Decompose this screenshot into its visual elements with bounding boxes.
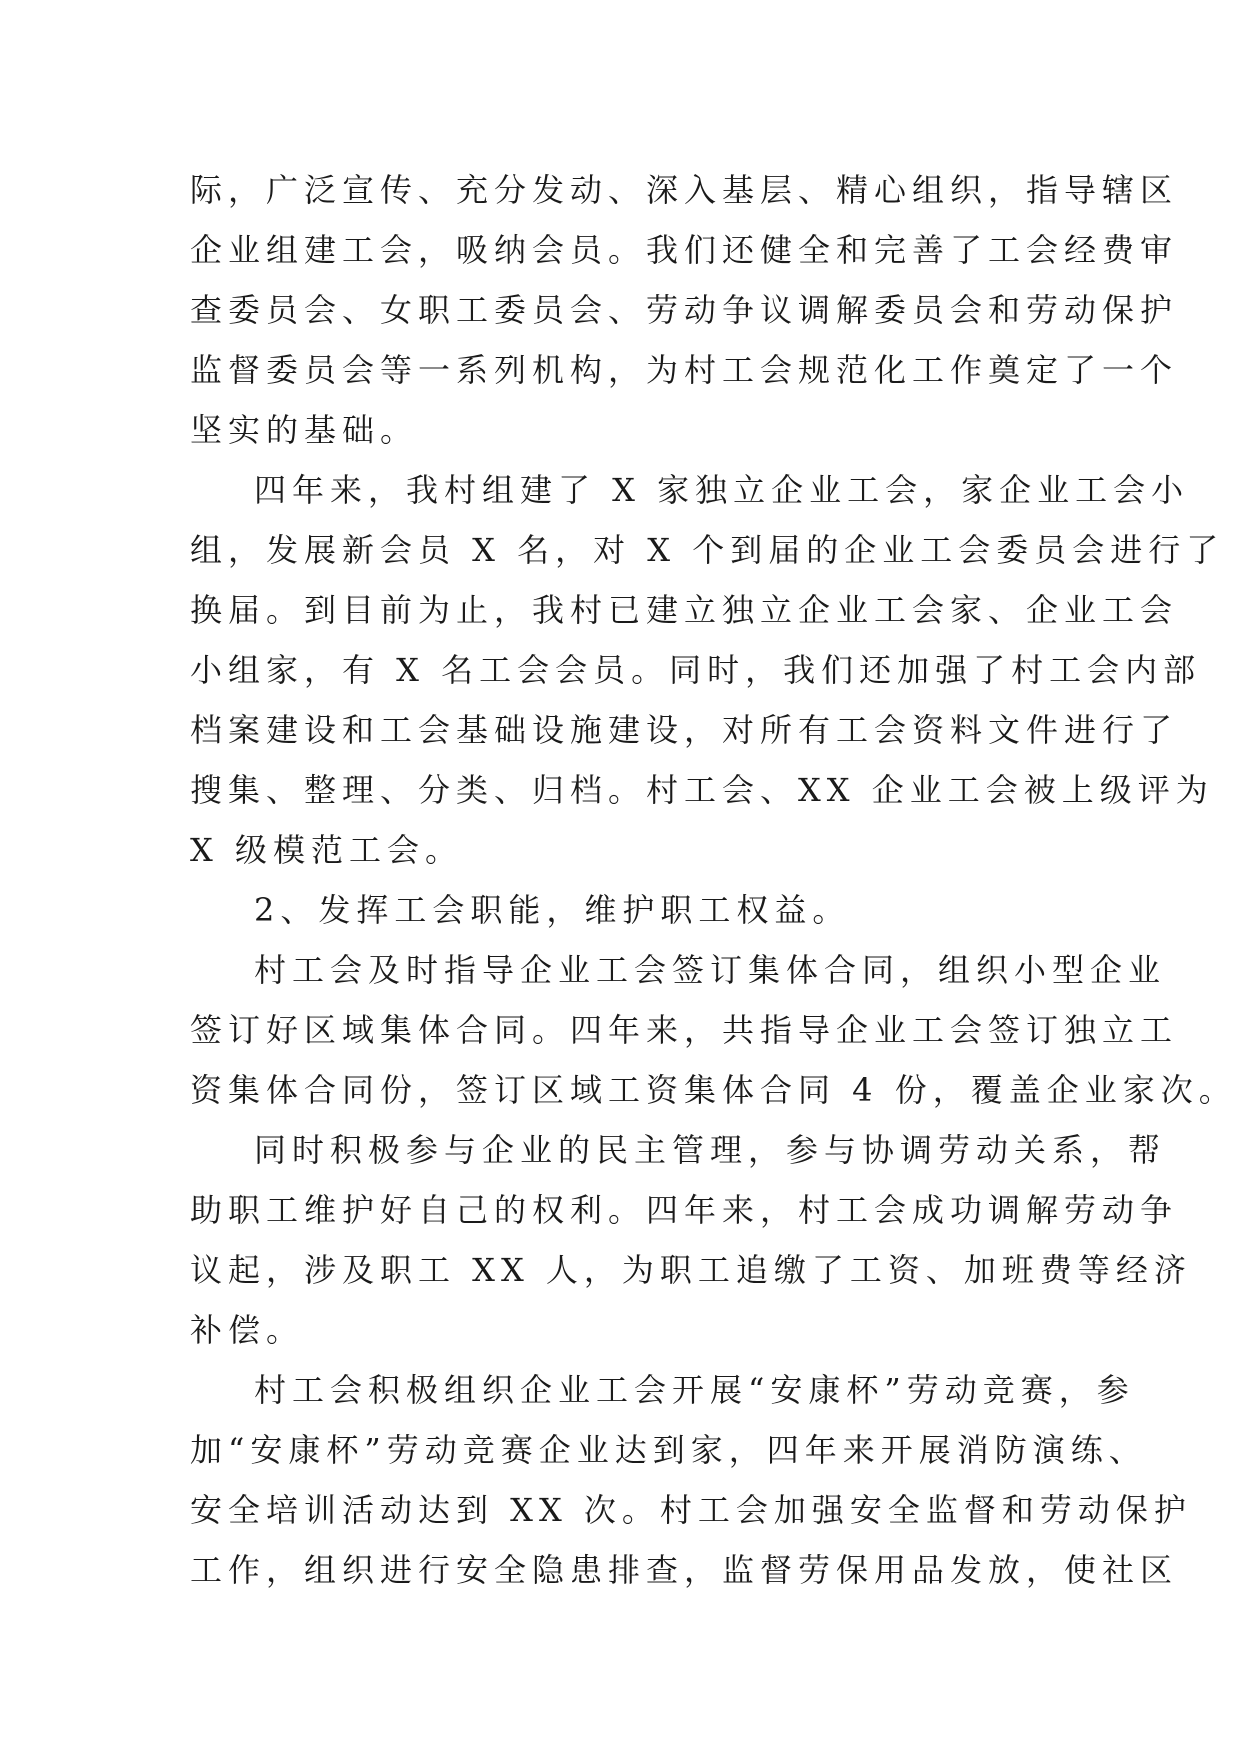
text-line: 工作，组织进行安全隐患排查，监督劳保用品发放，使社区 [190,1551,1179,1589]
text-line: 组，发展新会员 X 名，对 X 个到届的企业工会委员会进行了 [190,531,1225,569]
text-line: 企业组建工会，吸纳会员。我们还健全和完善了工会经费审 [190,231,1179,269]
paragraph-start-line: 同时积极参与企业的民主管理，参与协调劳动关系，帮 [254,1131,1167,1169]
text-line: 档案建设和工会基础设施建设，对所有工会资料文件进行了 [190,711,1179,749]
text-line: 换届。到目前为止，我村已建立独立企业工会家、企业工会 [190,591,1179,629]
text-line: 资集体合同份，签订区域工资集体合同 4 份，覆盖企业家次。 [190,1071,1237,1109]
paragraph-start-line: 四年来，我村组建了 X 家独立企业工会，家企业工会小 [254,471,1190,509]
text-line: 监督委员会等一系列机构，为村工会规范化工作奠定了一个 [190,351,1179,389]
paragraph-start-line: 村工会积极组织企业工会开展“安康杯”劳动竞赛，参 [254,1371,1135,1409]
text-line: 坚实的基础。 [190,411,419,449]
text-line: 助职工维护好自己的权利。四年来，村工会成功调解劳动争 [190,1191,1179,1229]
document-body [190,160,1237,1600]
text-line: 小组家，有 X 名工会会员。同时，我们还加强了村工会内部 [190,651,1202,689]
text-line: 际，广泛宣传、充分发动、深入基层、精心组织，指导辖区 [190,171,1179,209]
text-line: 搜集、整理、分类、归档。村工会、XX 企业工会被上级评为 [190,771,1214,809]
text-line: 议起，涉及职工 XX 人，为职工追缴了工资、加班费等经济 [190,1251,1192,1289]
text-line: 签订好区域集体合同。四年来，共指导企业工会签订独立工 [190,1011,1179,1049]
section-heading: 2、发挥工会职能，维护职工权益。 [254,891,851,929]
text-line: 查委员会、女职工委员会、劳动争议调解委员会和劳动保护 [190,291,1179,329]
text-line: 安全培训活动达到 XX 次。村工会加强安全监督和劳动保护 [190,1491,1192,1529]
text-line: 补偿。 [190,1311,305,1349]
paragraph-start-line: 村工会及时指导企业工会签订集体合同，组织小型企业 [254,951,1167,989]
text-line: 加“安康杯”劳动竞赛企业达到家，四年来开展消防演练、 [190,1431,1147,1469]
text-line: X 级模范工会。 [190,831,463,869]
